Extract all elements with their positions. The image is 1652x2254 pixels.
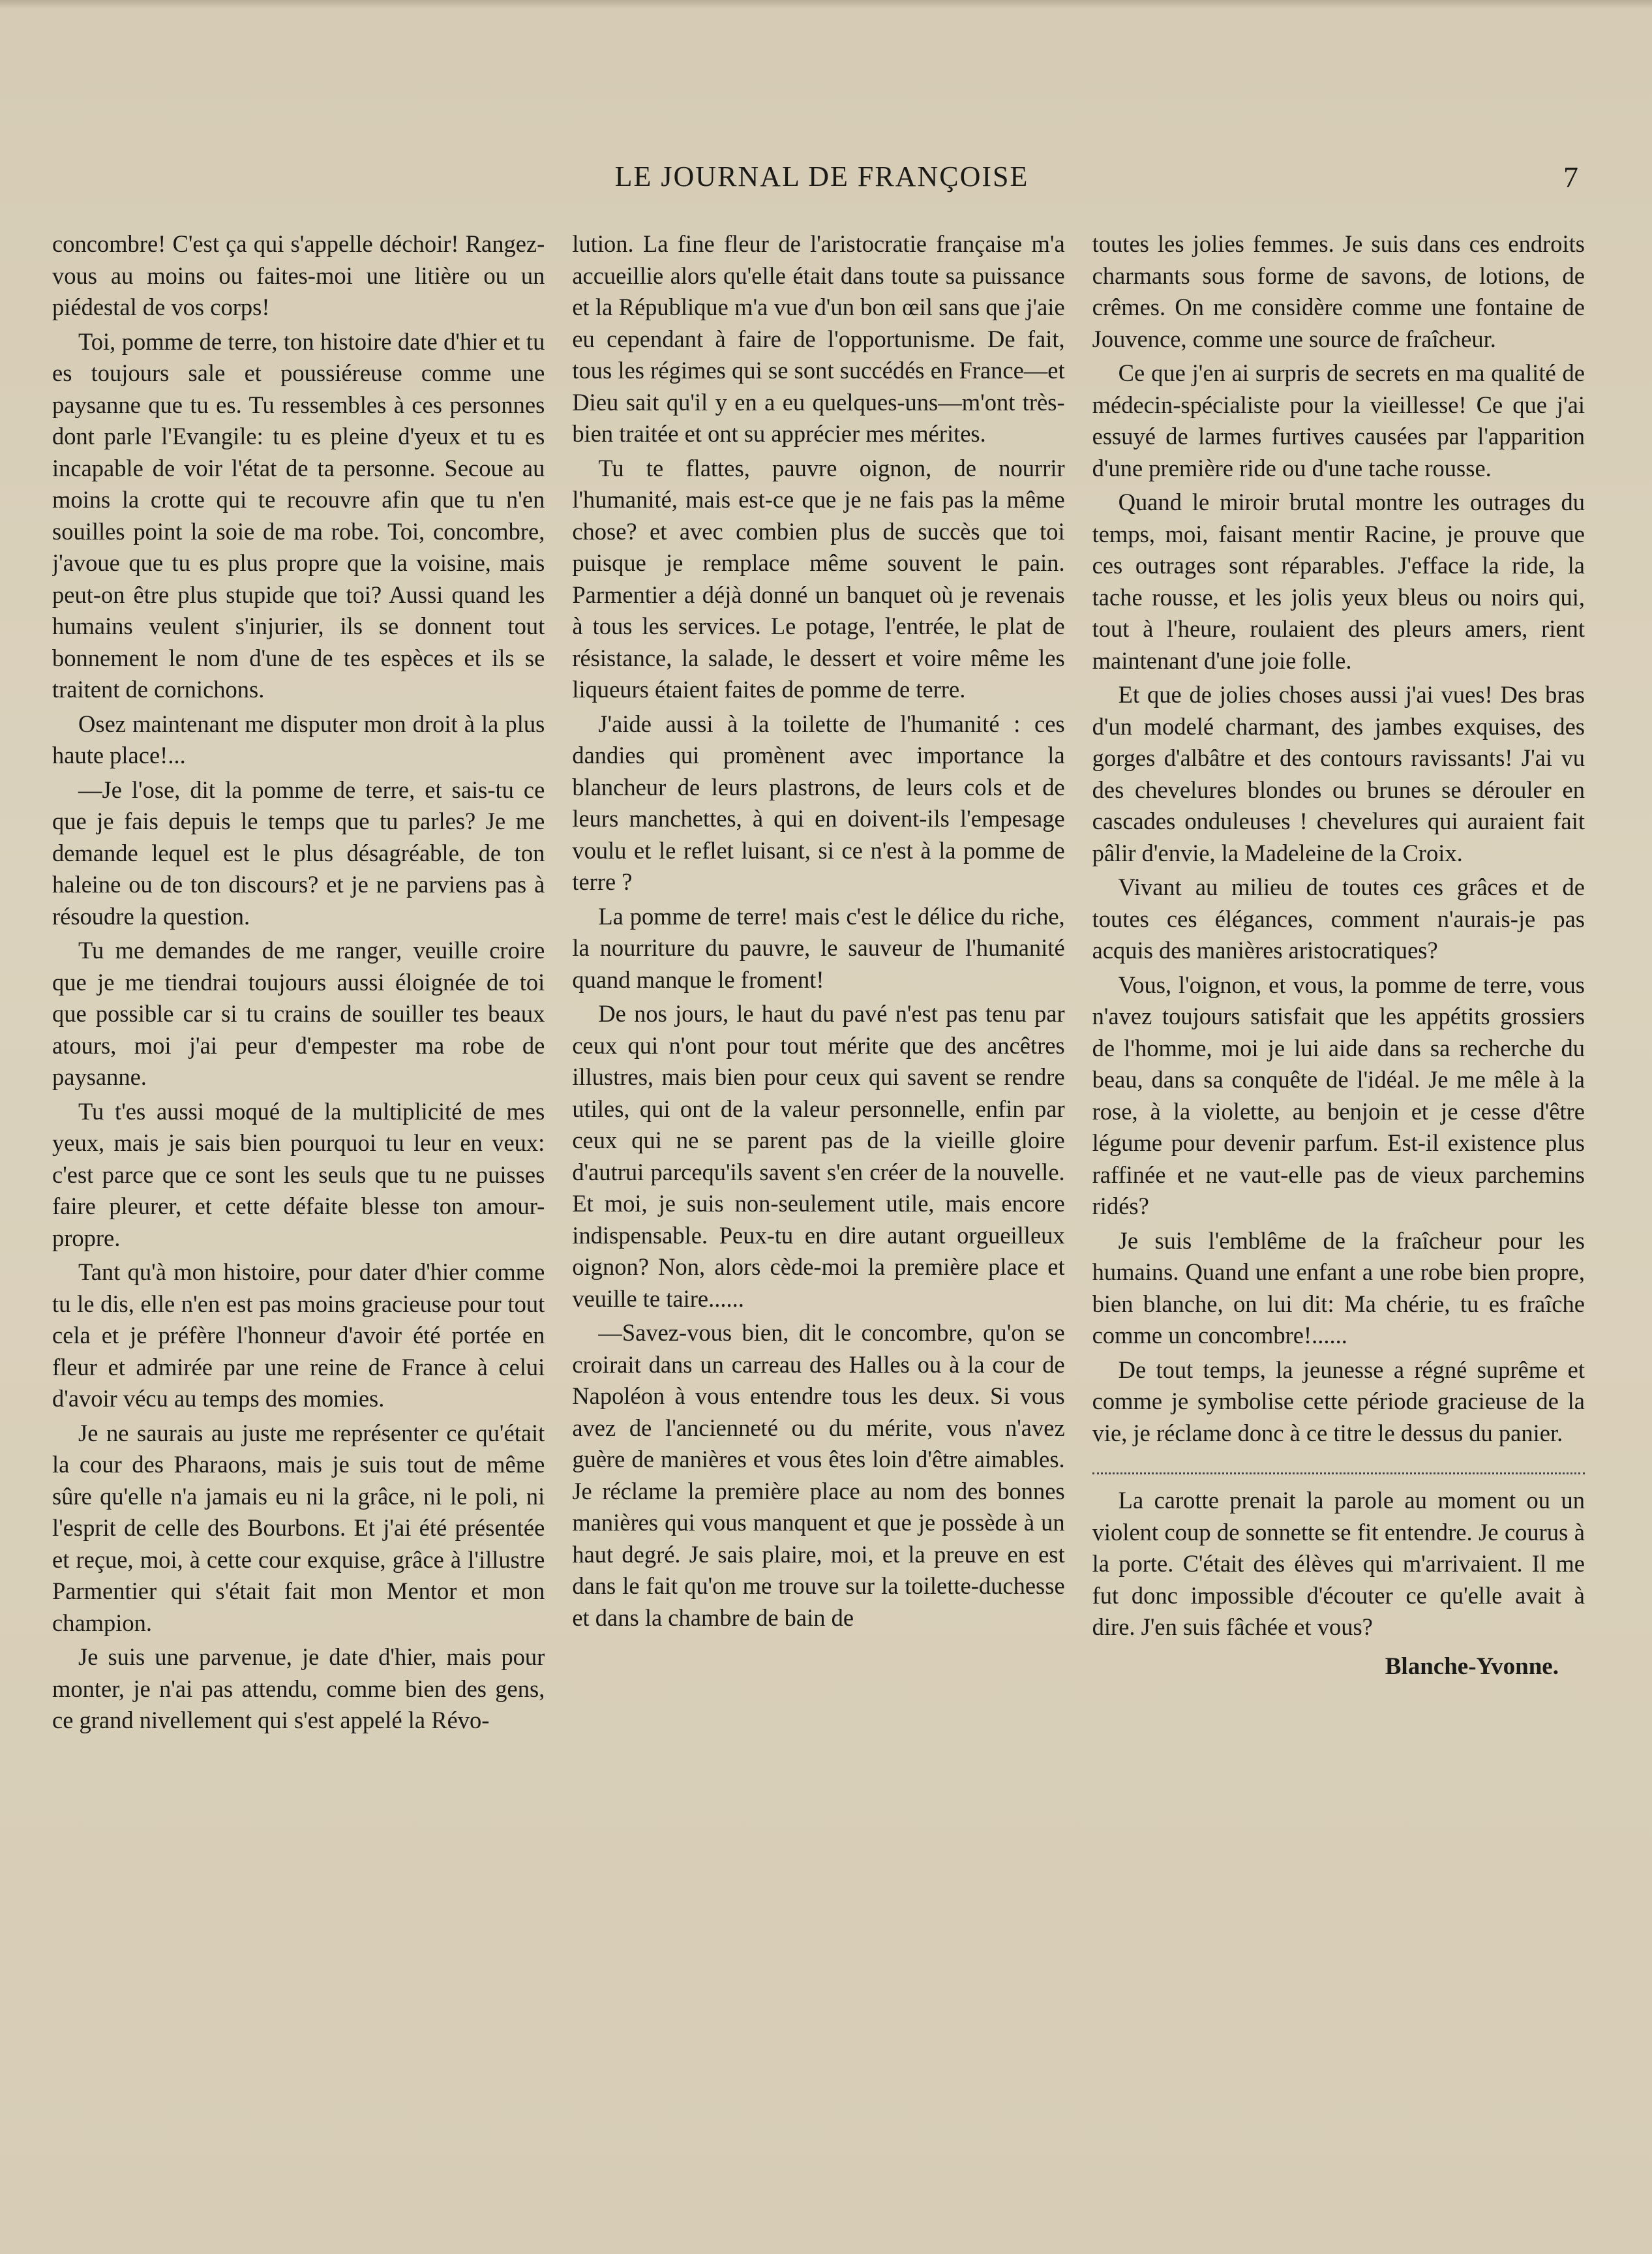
paragraph: La pomme de terre! mais c'est le délice du riche, la nourriture du pauvre, le sauveur de l'humanité quand manque le froment! (572, 902, 1065, 993)
author-signature: Blanche-Yvonne. (1385, 1652, 1559, 1680)
paragraph: Vivant au milieu de toutes ces grâces et de toutes ces élégances, comment n'aurais-je pas acquis des manières aristocratiques? (1092, 874, 1585, 964)
paragraph: Et que de jolies choses aussi j'ai vues! Des bras d'un modelé charmant, des jambes exquises, des gorges d'albâtre et des contours ravissants! J'ai vu des chevelures blondes ou brunes se dérouler en cascades onduleuses ! chevelures qui auraient fait pâlir d'envie, la Madeleine de la Croix. (1092, 681, 1585, 866)
paragraph: De nos jours, le haut du pavé n'est pas tenu par ceux qui n'ont pour tout mérite que des ancêtres illustres, mais bien pour ceux qui savent se rendre utiles, qui ont de la valeur personnelle, enfin par ceux qui ne se parent pas de la vieille gloire d'autrui parcequ'ils savent s'en créer de la nouvelle. Et moi, je suis non-seulement utile, mais encore indispensable. Peux-tu en dire autant orgueilleux oignon? Non, alors cède-moi la première place et veuille te taire...... (572, 1000, 1065, 1312)
paragraph: Osez maintenant me disputer mon droit à la plus haute place!... (52, 710, 545, 769)
paragraph: Vous, l'oignon, et vous, la pomme de terre, vous n'avez toujours satisfait que les appétits grossiers de l'homme, moi je lui aide dans sa recherche du beau, dans sa conquête de l'idéal. Je me mêle à la rose, à la violette, au benjoin et je cesse d'être légume pour devenir parfum. Est-il existence plus raffinée et ne vaut-elle pas de vieux parchemins ridés? (1092, 971, 1585, 1219)
paragraph: Je suis l'emblême de la fraîcheur pour les humains. Quand une enfant a une robe bien propre, bien blanche, on lui dit: Ma chérie, tu es fraîche comme un concombre!...... (1092, 1226, 1585, 1348)
journal-title: LE JOURNAL DE FRANÇOISE (614, 160, 1029, 192)
text-columns (52, 228, 1585, 2172)
paragraph: concombre! C'est ça qui s'appelle déchoir! Rangez-vous au moins ou faites-moi une litière ou un piédestal de vos corps! (52, 230, 545, 320)
paragraph: Tu te flattes, pauvre oignon, de nourrir l'humanité, mais est-ce que je ne fais pas la même chose? et avec combien plus de succès que toi puisque je remplace même souvent le pain. Parmentier a déjà donné un banquet où je revenais à tous les services. Le potage, l'entrée, le plat de résistance, la salade, le dessert et voire même les liqueurs étaient faites de pomme de terre. (572, 454, 1065, 703)
paragraph: J'aide aussi à la toilette de l'humanité : ces dandies qui promènent avec importance la blancheur de leurs plastrons, de leurs cols et de leurs manchettes, à qui en doivent-ils l'empesage voulu et le reflet luisant, si ce n'est à la pomme de terre ? (572, 710, 1065, 895)
paragraph: Je ne saurais au juste me représenter ce qu'était la cour des Pharaons, mais je suis tout de même sûre qu'elle n'a jamais eu ni la grâce, ni le poli, ni l'esprit de celle des Bourbons. Et j'ai été présentée et reçue, moi, à cette cour exquise, grâce à l'illustre Parmentier qui s'était fait mon Mentor et mon champion. (52, 1419, 545, 1636)
paragraph: De tout temps, la jeunesse a régné suprême et comme je symbolise cette période gracieuse de la vie, je réclame donc à ce titre le dessus du panier. (1092, 1356, 1585, 1446)
dotted-separator (1092, 1458, 1585, 1474)
paragraph: Tant qu'à mon histoire, pour dater d'hier comme tu le dis, elle n'en est pas moins gracieuse pour tout cela et je préfère l'honneur d'avoir été portée en fleur et admirée par une reine de France à celui d'avoir vécu au temps des momies. (52, 1258, 545, 1412)
paragraph: lution. La fine fleur de l'aristocratie française m'a accueillie alors qu'elle était dans toute sa puissance et la République m'a vue d'un bon œil sans que j'aie eu cependant à faire de l'opportunisme. De fait, tous les régimes qui se sont succédés en France—et Dieu sait qu'il y en a eu quelques-uns—m'ont très-bien traitée et ont su apprécier mes mérites. (572, 230, 1065, 447)
paragraph: Tu t'es aussi moqué de la multiplicité de mes yeux, mais je sais bien pourquoi tu leur en veux: c'est parce que ce sont les seuls que tu ne puisses faire pleurer, et cette défaite blesse ton amour-propre. (52, 1097, 545, 1251)
page-number: 7 (1563, 160, 1578, 194)
paragraph: Je suis une parvenue, je date d'hier, mais pour monter, je n'ai pas attendu, comme bien des gens, ce grand nivellement qui s'est appelé la Révo- (52, 1643, 545, 1733)
paragraph: —Je l'ose, dit la pomme de terre, et sais-tu ce que je fais depuis le temps que tu parles? Je me demande lequel est le plus désagréable, de ton haleine ou de ton discours? et je ne parviens pas à résoudre la question. (52, 776, 545, 930)
page-header (46, 160, 1598, 206)
paragraph: —Savez-vous bien, dit le concombre, qu'on se croirait dans un carreau des Halles ou à la cour de Napoléon à vous entendre tous les deux. Si vous avez de l'ancienneté ou du mérite, vous n'avez guère de manières et vous êtes loin d'être aimables. Je réclame la première place au nom des bonnes manières qui vous manquent et que je possède à un haut degré. Je sais plaire, moi, et la preuve en est dans le fait qu'on me trouve sur la toilette-duchesse et dans la chambre de bain de (572, 1319, 1065, 1631)
paragraph: Tu me demandes de me ranger, veuille croire que je me tiendrai toujours aussi éloignée de toi que possible car si tu crains de souiller tes beaux atours, moi j'ai peur d'empester ma robe de paysanne. (52, 937, 545, 1090)
closing-paragraph: La carotte prenait la parole au moment ou un violent coup de sonnette se fit entendre. Je courus à la porte. C'était des élèves qui m'arrivaient. Il me fut donc impossible d'écouter ce qu'elle avait à dire. J'en suis fâchée et vous? (1092, 1487, 1585, 1640)
column-1 (52, 228, 545, 2172)
page-edge (0, 0, 1652, 9)
paragraph: Toi, pomme de terre, ton histoire date d'hier et tu es toujours sale et poussiéreuse comme une paysanne que tu es. Tu ressembles à ces personnes dont parle l'Evangile: tu es pleine d'yeux et tu es incapable de voir l'état de ta personne. Secoue au moins la crotte qui te recouvre afin que tu n'en souilles point la soie de ma robe. Toi, concombre, j'avoue que tu es plus propre que la voisine, mais peut-on être plus stupide que toi? Aussi quand les humains veulent s'injurier, ils se donnent tout bonnement le nom d'une de tes espèces et ils se traitent de cornichons. (52, 327, 545, 703)
paragraph: Quand le miroir brutal montre les outrages du temps, moi, faisant mentir Racine, je prouve que ces outrages sont réparables. J'efface la ride, la tache rousse, et les jolis yeux bleus ou noirs qui, tout à l'heure, roulaient des pleurs amers, rient maintenant d'une joie folle. (1092, 489, 1585, 674)
column-3 (1092, 228, 1585, 2172)
paragraph: Ce que j'en ai surpris de secrets en ma qualité de médecin-spécialiste pour la vieillesse! Ce que j'ai essuyé de larmes furtives causées par l'apparition d'une première ride ou d'une tache rousse. (1092, 359, 1585, 481)
paragraph: toutes les jolies femmes. Je suis dans ces endroits charmants sous forme de savons, de lotions, de crêmes. On me considère comme une fontaine de Jouvence, comme une source de fraîcheur. (1092, 230, 1585, 352)
column-2 (572, 228, 1064, 2172)
